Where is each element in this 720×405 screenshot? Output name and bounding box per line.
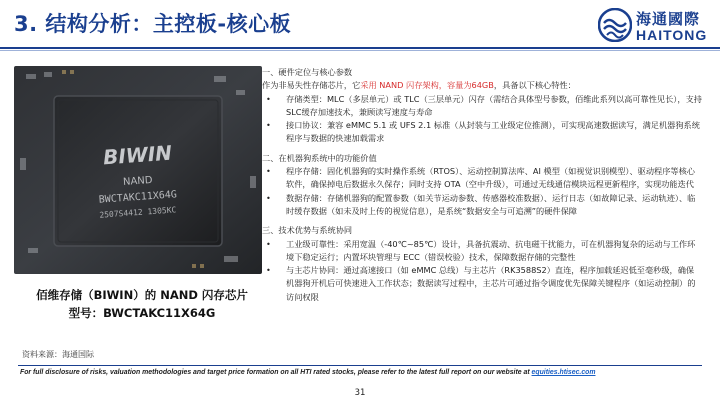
haitong-logo-mark-icon — [598, 8, 632, 42]
footer-divider — [18, 365, 702, 366]
section-2-bullet-2: • 数据存储：存储机器狗的配置参数（如关节运动参数、传感器校准数据）、运行日志（如故障记录、运动轨迹）、临时缓存数据（如未及时上传的视觉信息），是系统“数据安全与可追溯”的硬件保障 — [262, 192, 702, 219]
source-note: 资料来源：海通国际 — [22, 350, 94, 359]
chip-caption — [18, 286, 266, 322]
website-link[interactable]: equities.htisec.com — [531, 369, 596, 376]
content-body — [262, 66, 702, 304]
header-divider-thin — [0, 50, 720, 51]
disclaimer-text — [20, 369, 596, 376]
intro-text: 作为非易失性存储芯片，它 — [262, 80, 361, 91]
chip-line-lot: 2507S4412 1305KC — [99, 205, 177, 220]
header-divider — [0, 47, 720, 49]
page-number: 31 — [354, 388, 366, 398]
disclaimer-body: For full disclosure of risks, valuation methodologies and target price formation on all HTI rated stocks, please refer to the latest full report on our website at — [20, 369, 532, 376]
caption-line-1: 佰维存储（BIWIN）的 NAND 闪存芯片 — [36, 288, 248, 302]
section-1-heading: 一、硬件定位与核心参数 — [262, 67, 353, 77]
logo-chinese-name: 海通國際 — [636, 10, 701, 28]
section-3-bullet-1: • 工业级可靠性：采用宽温（-40℃~85℃）设计，具备抗震动、抗电磁干扰能力，可在机器狗复杂的运动与工作环境下稳定运行；内置坏块管理与 ECC（错误校验）技术，保障数据存储的完整性 — [262, 238, 702, 265]
section-2-heading: 二、在机器狗系统中的功能价值 — [262, 152, 377, 163]
chip-line-nand: NAND — [122, 174, 153, 189]
intro-text-end: ，具备以下核心特性： — [493, 80, 576, 91]
chip-brand: BIWIN — [102, 140, 173, 170]
intro-highlight: 采用 NAND 闪存架构，容量为64GB — [360, 80, 494, 91]
section-2-bullet-1: • 程序存储：固化机器狗的实时操作系统（RTOS）、运动控制算法库、AI 模型（如视觉识别模型）、驱动程序等核心软件，确保掉电后数据永久保存；同时支持 OTA（空中升级），可通过无线通信模块远程更新程序，实现功能迭代 — [262, 165, 702, 192]
section-1-bullet-1: • 存储类型：MLC（多层单元）或 TLC（三层单元）闪存（需结合具体型号参数，佰维此系列以高可靠性见长），支持SLC缓存加速技术，兼顾读写速度与寿命 — [262, 93, 702, 120]
logo-english-name: HAITONG — [636, 27, 708, 43]
section-1-bullet-2: • 接口协议：兼容 eMMC 5.1 或 UFS 2.1 标准（从封装与工业级定位推测），可实现高速数据读写，满足机器狗系统程序与数据的快速加载需求 — [262, 119, 702, 146]
section-3-bullet-2: • 与主芯片协同：通过高速接口（如 eMMC 总线）与主芯片（RK3588S2）直连，程序加载延迟低至毫秒级，确保机器狗开机后可快速进入工作状态；数据读写过程中，主芯片可通过指令调度优先保障关键程序（如运动控制）的访问权限 — [262, 264, 702, 304]
chip-line-model: BWCTAKC11X64G — [98, 189, 178, 206]
section-1-intro — [262, 79, 702, 92]
haitong-logo — [598, 6, 716, 46]
chip-photo — [14, 66, 262, 274]
slide-title: 3. 结构分析：主控板-核心板 — [14, 12, 292, 36]
section-3-heading: 三、技术优势与系统协同 — [262, 225, 353, 236]
caption-line-2: 型号：BWCTAKC11X64G — [68, 306, 216, 320]
